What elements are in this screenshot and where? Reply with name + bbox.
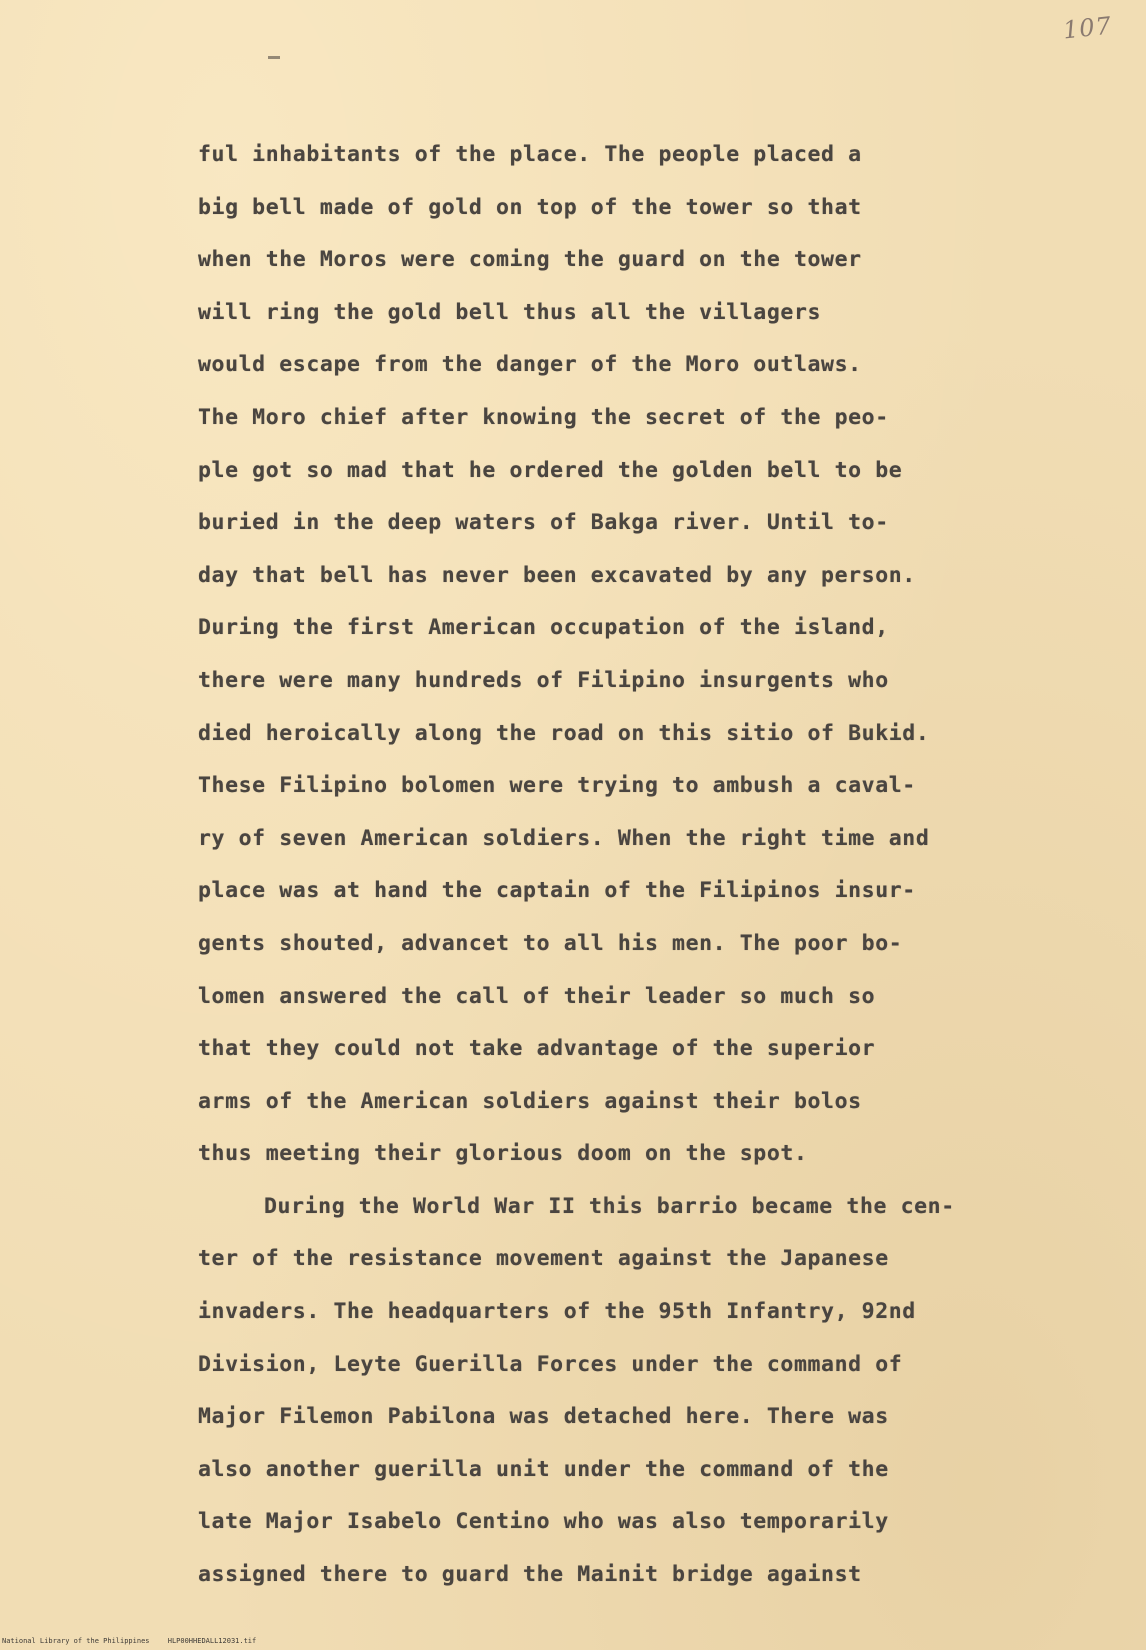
- text-line: also another guerilla unit under the command of the: [198, 1456, 889, 1482]
- text-line: ry of seven American soldiers. When the right time and: [198, 825, 930, 851]
- text-line: day that bell has never been excavated by any person.: [198, 562, 916, 588]
- ink-mark: [268, 56, 280, 59]
- text-line: The Moro chief after knowing the secret of the peo-: [198, 404, 889, 430]
- text-line: died heroically along the road on this sitio of Bukid.: [198, 720, 930, 746]
- text-line: ter of the resistance movement against the Japanese: [198, 1246, 889, 1272]
- paragraph-1: [198, 129, 1078, 1181]
- text-line: late Major Isabelo Centino who was also temporarily: [198, 1509, 889, 1535]
- text-line: gents shouted, advancet to all his men. The poor bo-: [198, 930, 903, 956]
- text-line: invaders. The headquarters of the 95th Infantry, 92nd: [198, 1299, 916, 1325]
- footer-filename: HLP00HHEDALL12031.tif: [167, 1637, 257, 1645]
- text-line: place was at hand the captain of the Filipinos insur-: [198, 878, 916, 904]
- text-line: thus meeting their glorious doom on the spot.: [198, 1141, 808, 1167]
- text-line-indented: During the World War II this barrio became the cen-: [264, 1193, 955, 1219]
- text-line: there were many hundreds of Filipino insurgents who: [198, 667, 889, 693]
- text-line: that they could not take advantage of the superior: [198, 1036, 876, 1062]
- footer-institution: National Library of the Philippines: [2, 1637, 150, 1645]
- handwritten-page-number: 107: [1061, 11, 1114, 45]
- text-line: would escape from the danger of the Moro outlaws.: [198, 352, 862, 378]
- archive-footer: [2, 1637, 256, 1645]
- text-line: assigned there to guard the Mainit bridge against: [198, 1562, 862, 1588]
- text-line: arms of the American soldiers against their bolos: [198, 1088, 862, 1114]
- typewritten-body: [198, 129, 1078, 1602]
- paragraph-2: [198, 1181, 1078, 1602]
- text-line: when the Moros were coming the guard on the tower: [198, 247, 862, 273]
- text-line: buried in the deep waters of Bakga river. Until to-: [198, 510, 889, 536]
- text-line: lomen answered the call of their leader so much so: [198, 983, 876, 1009]
- text-line: will ring the gold bell thus all the villagers: [198, 299, 822, 325]
- text-line: Major Filemon Pabilona was detached here. There was: [198, 1404, 889, 1430]
- text-line: During the first American occupation of the island,: [198, 615, 889, 641]
- text-line: These Filipino bolomen were trying to ambush a caval-: [198, 773, 916, 799]
- text-line: Division, Leyte Guerilla Forces under the command of: [198, 1351, 903, 1377]
- text-line: ple got so mad that he ordered the golden bell to be: [198, 457, 903, 483]
- text-line: ful inhabitants of the place. The people placed a: [198, 142, 862, 167]
- text-line: big bell made of gold on top of the tower so that: [198, 194, 862, 220]
